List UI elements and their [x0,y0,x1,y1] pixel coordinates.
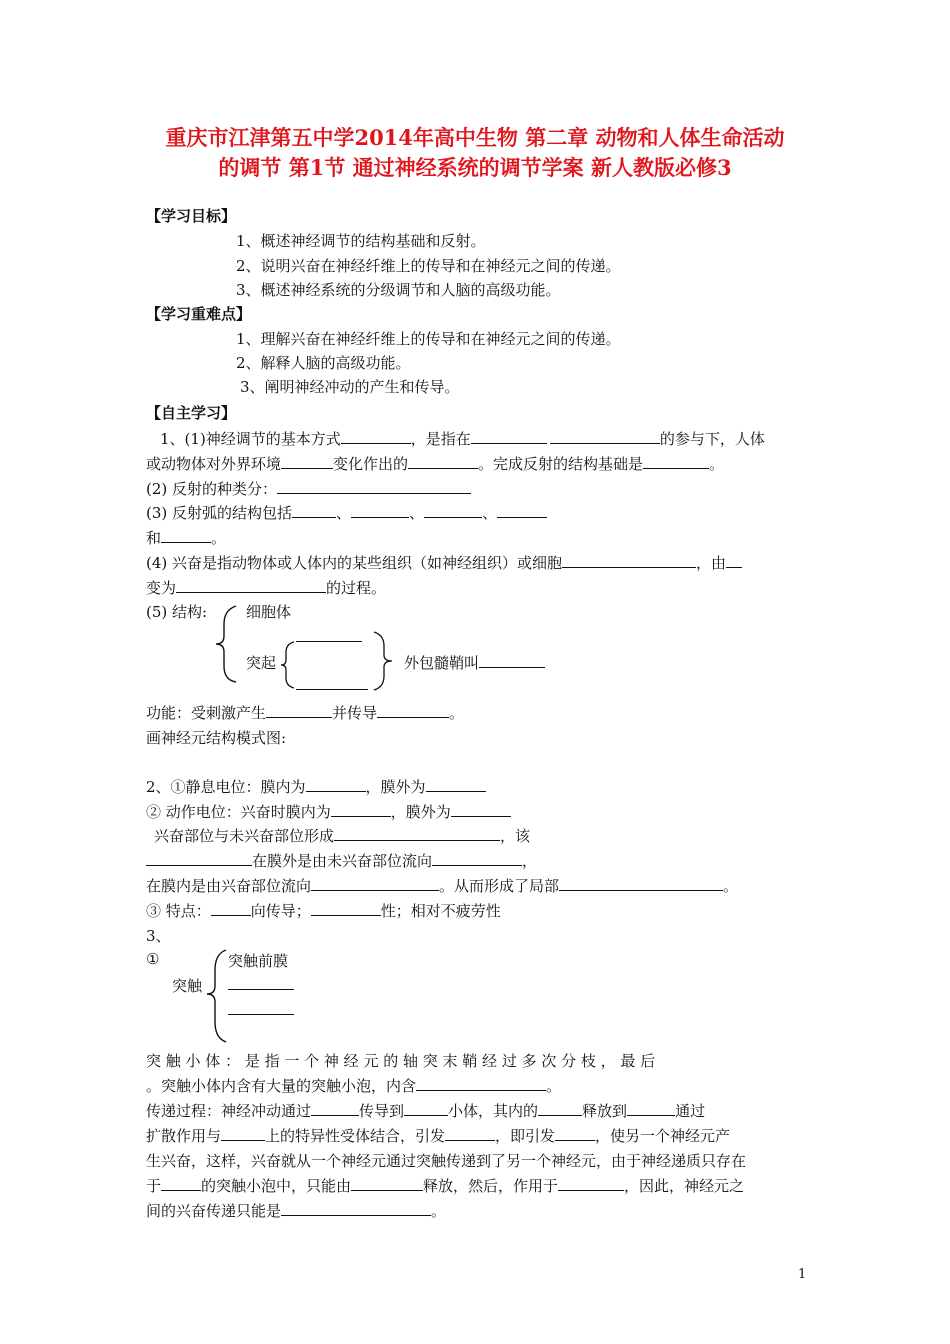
q3-text: (3) 反射弧的结构包括 [146,504,293,522]
q4-text-b: ，由 [696,554,727,572]
objective-item-3: 3、概述神经系统的分级调节和人脑的高级功能。 [236,281,561,299]
fill-blank[interactable] [281,1201,431,1216]
part3-text: 上的特异性受体结合，引发 [265,1127,446,1145]
document-title-line2: 的调节 第1节 通过神经系统的调节学案 新人教版必修3 [218,155,732,180]
objective-item-1: 1、概述神经调节的结构基础和反射。 [236,232,486,250]
fill-blank[interactable] [562,553,696,568]
fill-blank[interactable] [559,876,723,891]
process-brace [280,640,296,690]
question-4-line-2 [146,577,386,598]
q3-end: 。 [211,529,227,547]
question-1-line-1 [160,428,765,449]
q3-and: 和 [146,529,162,547]
keypoint-item-2: 2、解释人脑的高级功能。 [236,354,411,372]
structure-brace [212,604,242,684]
part3-text: 传导到 [359,1102,405,1120]
question-2 [146,478,471,499]
q4-text-a: (4) 兴奋是指动物体或人体内的某些组织（如神经组织）或细胞 [146,554,563,572]
process-label: 突起 [246,654,277,672]
fill-blank[interactable] [334,826,500,841]
part2-text: ，膜外为 [365,778,426,796]
transmission-line-5 [146,1200,446,1221]
structure-label: (5) 结构: [146,603,208,621]
fill-blank[interactable] [555,1126,595,1141]
part2-text: ，该 [500,827,531,845]
part2-line-3 [154,825,530,846]
sheath-line [404,652,545,673]
q1-text-a: 1、(1)神经调节的基本方式 [160,430,341,448]
part2-text: 性；相对不疲劳性 [380,902,501,920]
fill-blank[interactable] [161,1176,201,1191]
function-text-b: 并传导 [332,704,378,722]
fill-blank[interactable] [266,703,332,718]
fill-blank[interactable] [538,1101,582,1116]
synapse-label: 突触 [172,977,203,995]
fill-blank[interactable] [558,1176,624,1191]
separator: 、 [409,504,425,522]
self-study-heading: 【自主学习】 [146,404,237,422]
transmission-line-1 [146,1100,705,1121]
part2-text: 在膜外是由未兴奋部位流向 [252,852,433,870]
part2-line-4 [146,850,537,871]
objectives-heading: 【学习目标】 [146,207,237,225]
keypoint-item-1: 1、理解兴奋在神经纤维上的传导和在神经元之间的传递。 [236,330,621,348]
fill-blank[interactable] [726,553,742,568]
fill-blank[interactable] [311,876,439,891]
synaptic-knob-line-2 [146,1075,561,1096]
fill-blank[interactable] [292,503,336,518]
part2-text: 。 [723,877,739,895]
fill-blank[interactable] [176,578,326,593]
fill-blank[interactable] [331,802,391,817]
question-1-line-2 [146,453,724,474]
part2-text: ③ 特点： [146,902,211,920]
fill-blank[interactable] [408,454,478,469]
presynaptic-label: 突触前膜 [228,952,289,970]
question-4-line-1 [146,552,742,573]
fill-blank[interactable] [643,454,709,469]
part2-line-2 [146,801,511,822]
q1-text-c: 的参与下，人体 [659,430,765,448]
part3-text: 释放到 [582,1102,628,1120]
part3-text: 。突触小体内含有大量的突触小泡，内含 [146,1077,417,1095]
part3-circle-1: ① [146,950,160,968]
fill-blank[interactable] [471,429,547,444]
separator: 、 [336,504,352,522]
fill-blank[interactable] [479,653,545,668]
part2-text: ，膜外为 [390,803,451,821]
fill-blank[interactable] [497,503,547,518]
cell-body-label: 细胞体 [246,603,292,621]
part3-text: 小体，其内的 [448,1102,539,1120]
part3-text: ，因此，神经元之 [624,1177,745,1195]
part2-text: ， [522,852,538,870]
fill-blank[interactable] [228,975,294,990]
part2-text: 兴奋部位与未兴奋部位形成 [154,827,335,845]
part3-text: 。 [431,1202,447,1220]
q4-text-d: 的过程。 [326,579,387,597]
q1-text-g: 。 [709,455,725,473]
fill-blank[interactable] [404,1101,448,1116]
part2-line-6 [146,900,501,921]
objective-item-2: 2、说明兴奋在神经纤维上的传导和在神经元之间的传递。 [236,257,621,275]
fill-blank[interactable] [416,1076,546,1091]
fill-blank[interactable] [228,1000,294,1015]
fill-blank[interactable] [377,703,449,718]
part2-text: 向传导； [250,902,311,920]
fill-blank[interactable] [550,429,660,444]
part2-text: 。从而形成了局部 [439,877,560,895]
fill-blank[interactable] [311,1101,359,1116]
synaptic-knob-line-1: 突 触 小 体 ： 是 指 一 个 神 经 元 的 轴 突 末 鞘 经 过 多 次 分 枝 ， 最 后 [146,1052,656,1070]
q4-text-c: 变为 [146,579,177,597]
fill-blank[interactable] [146,851,252,866]
part3-text: 传递过程：神经冲动通过 [146,1102,312,1120]
fill-blank[interactable] [627,1101,675,1116]
part2-text: 2、①静息电位：膜内为 [146,778,306,796]
page-number: 1 [798,1267,807,1282]
fill-blank[interactable] [424,503,482,518]
fill-blank[interactable] [221,1126,265,1141]
fill-blank[interactable] [311,901,381,916]
part3-text: 间的兴奋传递只能是 [146,1202,282,1220]
part3-text: 的突触小泡中，只能由 [201,1177,352,1195]
q1-text-b: ，是指在 [410,430,471,448]
part3-number: 3、 [146,927,171,945]
fill-blank[interactable] [296,675,368,690]
function-text-c: 。 [449,704,465,722]
fill-blank[interactable] [351,1176,423,1191]
fill-blank[interactable] [161,528,211,543]
transmission-line-3: 生兴奋，这样，兴奋就从一个神经元通过突触传递到了另一个神经元，由于神经递质只存在 [146,1152,747,1170]
q2-text: (2) 反射的种类分： [146,480,278,498]
part3-text: ，使另一个神经元产 [595,1127,731,1145]
part3-text: 于 [146,1177,162,1195]
document-title-line1: 重庆市江津第五中学2014年高中生物 第二章 动物和人体生命活动 [165,125,785,150]
fill-blank[interactable] [306,777,366,792]
fill-blank[interactable] [211,901,251,916]
transmission-line-4 [146,1175,744,1196]
fill-blank[interactable] [341,429,411,444]
keypoint-item-3: 3、阐明神经冲动的产生和传导。 [240,378,460,396]
transmission-line-2 [146,1125,730,1146]
synapse-brace [204,948,230,1044]
part2-text: ② 动作电位：兴奋时膜内为 [146,803,331,821]
fill-blank[interactable] [281,454,333,469]
function-line [146,702,464,723]
fill-blank[interactable] [432,851,522,866]
q1-text-d: 或动物体对外界环境 [146,455,282,473]
question-3-line-2 [146,527,226,548]
q1-text-e: 变化作出的 [333,455,409,473]
fill-blank[interactable] [451,802,511,817]
q1-text-f: 。完成反射的结构基础是 [478,455,644,473]
keypoints-heading: 【学习重难点】 [146,305,252,323]
part3-text: ，即引发 [495,1127,556,1145]
fill-blank[interactable] [426,777,486,792]
fill-blank[interactable] [351,503,409,518]
part2-line-1 [146,776,486,797]
part3-text: 释放，然后，作用于 [423,1177,559,1195]
sheath-brace [372,630,394,692]
part3-text: 。 [546,1077,562,1095]
part2-line-5 [146,875,738,896]
sheath-label: 外包髓鞘叫 [404,654,480,672]
part3-text: 扩散作用与 [146,1127,222,1145]
fill-blank[interactable] [296,627,362,642]
part2-text: 在膜内是由兴奋部位流向 [146,877,312,895]
function-text-a: 功能：受刺激产生 [146,704,267,722]
draw-instruction: 画神经元结构模式图: [146,729,287,747]
question-3-line-1 [146,502,547,523]
fill-blank[interactable] [445,1126,495,1141]
fill-blank[interactable] [277,479,471,494]
separator: 、 [482,504,498,522]
part3-text: 通过 [675,1102,706,1120]
